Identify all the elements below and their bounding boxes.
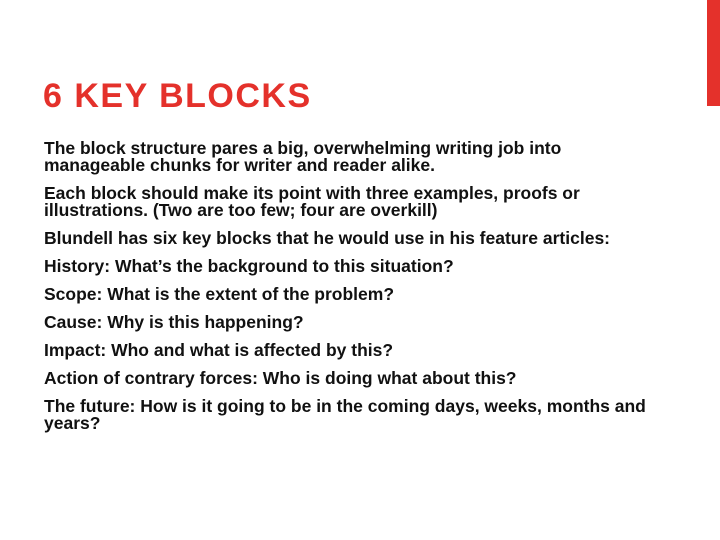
bullet-item-intro: The block structure pares a big, overwhelming writing job into manageable chunks for writer and reader alike. bbox=[44, 138, 562, 175]
accent-bar bbox=[707, 0, 720, 106]
bullet-item-cause: Cause: Why is this happening? bbox=[44, 312, 304, 332]
bullet-item-examples: Each block should make its point with three examples, proofs or illustrations. (Two are too few; four are overkill) bbox=[44, 183, 580, 220]
bullet-item-blundell: Blundell has six key blocks that he would use in his feature articles: bbox=[44, 228, 610, 248]
bullet-item-scope: Scope: What is the extent of the problem? bbox=[44, 284, 395, 304]
bullet-item-impact: Impact: Who and what is affected by this? bbox=[44, 340, 394, 360]
bullet-item-history: History: What’s the background to this situation? bbox=[44, 256, 454, 276]
bullet-item-contrary-forces: Action of contrary forces: Who is doing what about this? bbox=[44, 368, 517, 388]
slide-title: 6 KEY BLOCKS bbox=[43, 77, 312, 115]
bullet-item-future: The future: How is it going to be in the coming days, weeks, months and years? bbox=[44, 396, 646, 433]
bullet-list bbox=[44, 140, 664, 443]
